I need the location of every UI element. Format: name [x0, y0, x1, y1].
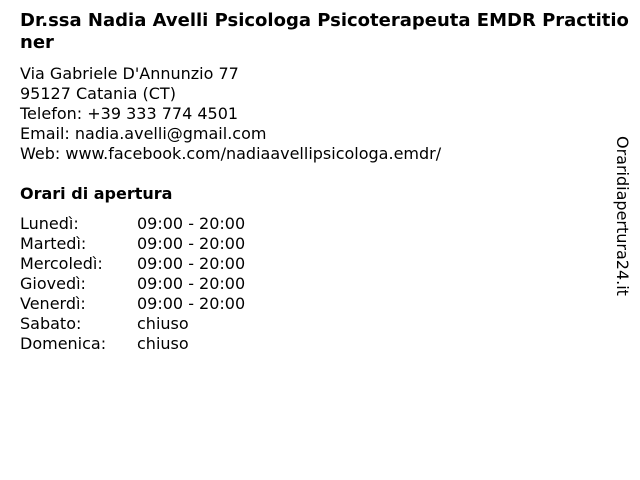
- opening-hours-title: Orari di apertura: [20, 184, 173, 203]
- day-label: Martedì:: [20, 234, 87, 253]
- day-label: Mercoledì:: [20, 254, 103, 273]
- hours-row-wednesday: [20, 254, 245, 274]
- day-hours: chiuso: [137, 334, 189, 353]
- city-address: 95127 Catania (CT): [20, 84, 176, 103]
- day-label: Venerdì:: [20, 294, 86, 313]
- email-line: Email: nadia.avelli@gmail.com: [20, 124, 267, 143]
- hours-row-tuesday: [20, 234, 245, 254]
- day-label: Giovedì:: [20, 274, 86, 293]
- contact-info: [20, 64, 441, 164]
- street-address: Via Gabriele D'Annunzio 77: [20, 64, 239, 83]
- day-label: Domenica:: [20, 334, 107, 353]
- business-name: Dr.ssa Nadia Avelli Psicologa Psicoterapeuta EMDR Practitioner: [20, 10, 629, 53]
- site-brand-text: Oraridiapertura24.it: [613, 136, 632, 296]
- day-hours: 09:00 - 20:00: [137, 274, 246, 293]
- phone-line: Telefon: +39 333 774 4501: [20, 104, 239, 123]
- day-label: Lunedì:: [20, 214, 79, 233]
- day-hours: 09:00 - 20:00: [137, 214, 246, 233]
- day-hours: 09:00 - 20:00: [137, 234, 246, 253]
- day-hours: 09:00 - 20:00: [137, 254, 246, 273]
- day-hours: chiuso: [137, 314, 189, 333]
- day-hours: 09:00 - 20:00: [137, 294, 246, 313]
- hours-row-monday: [20, 214, 245, 234]
- hours-row-sunday: [20, 334, 245, 354]
- web-line: Web: www.facebook.com/nadiaavellipsicologa.emdr/: [20, 144, 442, 163]
- hours-row-thursday: [20, 274, 245, 294]
- day-label: Sabato:: [20, 314, 82, 333]
- opening-hours-table: [20, 214, 245, 354]
- hours-row-saturday: [20, 314, 245, 334]
- site-brand-vertical: [612, 136, 632, 308]
- hours-row-friday: [20, 294, 245, 314]
